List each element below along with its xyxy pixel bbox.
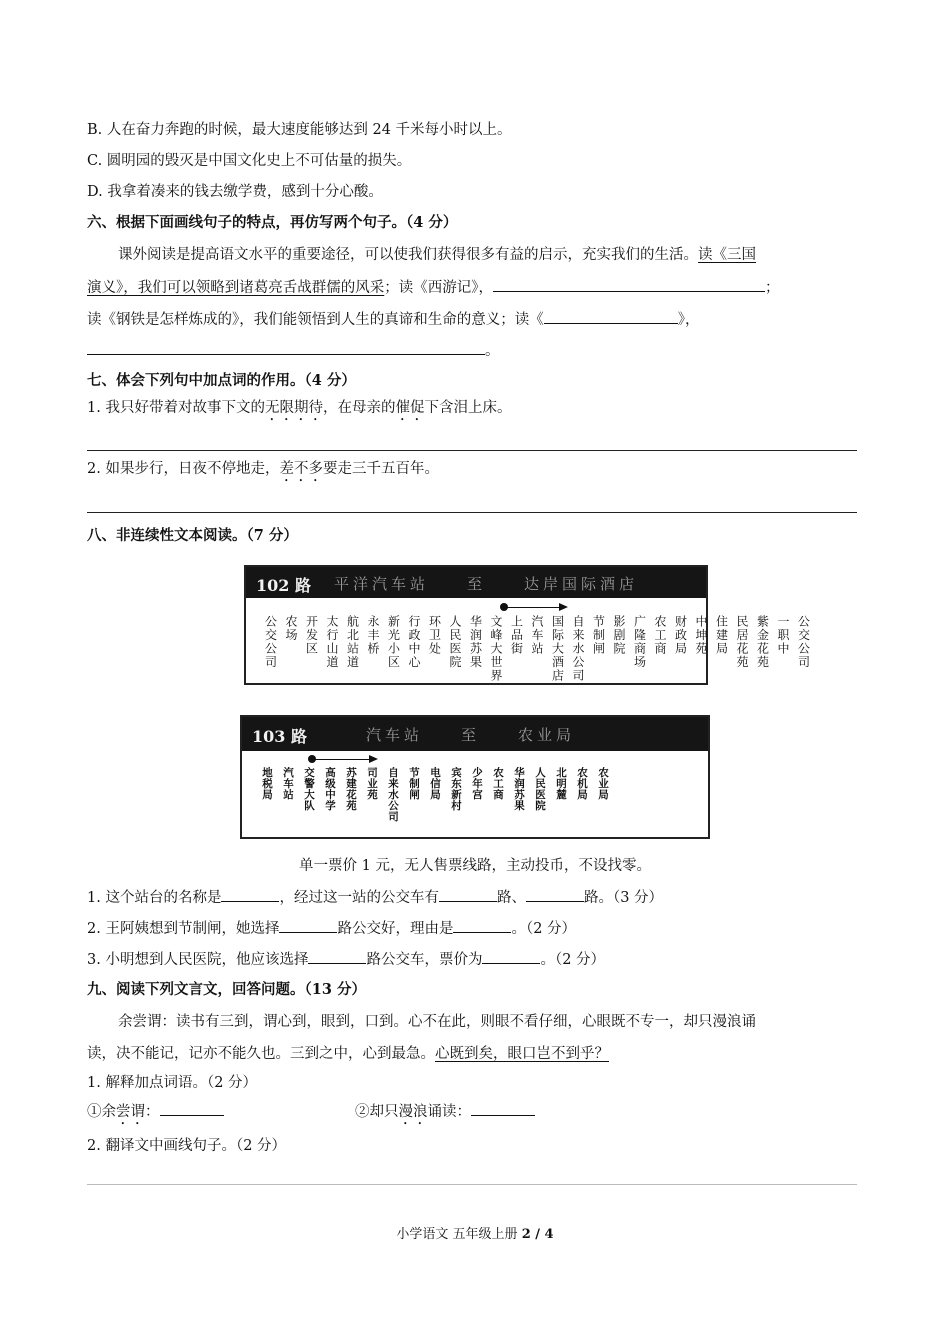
bus-station: 农工商	[653, 615, 667, 656]
bus-station: 永丰桥	[366, 615, 380, 656]
route-102-header	[246, 567, 706, 598]
bus-station: 地税局	[261, 767, 273, 800]
q6-paragraph-line1	[118, 245, 756, 265]
q9-word-2-blank[interactable]	[471, 1101, 535, 1116]
q7-title: 七、体会下列句中加点词的作用。（4 分）	[87, 372, 356, 389]
route-102-board	[244, 565, 811, 685]
q8-reason-blank[interactable]	[453, 918, 511, 933]
page-footer	[0, 1226, 950, 1244]
bus-station: 影剧院	[612, 615, 626, 656]
q7-answer-line-1[interactable]	[87, 450, 857, 451]
bus-station: 华润苏果	[468, 615, 483, 669]
q8-title: 八、非连续性文本阅读。（7 分）	[87, 527, 298, 544]
bus-station: 北明麓	[555, 767, 567, 800]
bus-station: 汽车站	[282, 767, 294, 800]
q7-dotted-word-3: 差不多	[279, 461, 323, 477]
q7-dotted-word-1: 无限期待	[264, 400, 323, 416]
bus-station: 新光小区	[386, 615, 401, 669]
bus-station: 少年宫	[471, 767, 483, 800]
bus-station: 节制闸	[408, 767, 420, 800]
fare-note: 单一票价 1 元，无人售票线路，主动投币，不设找零。	[299, 858, 651, 874]
q6-title: 六、根据下面画线句子的特点，再仿写两个句子。（4 分）	[87, 214, 458, 231]
bus-station: 国际大酒店	[550, 615, 565, 683]
option-c: C. 圆明园的毁灭是中国文化史上不可估量的损失。	[87, 153, 412, 169]
bus-station: 人民医院	[534, 767, 546, 811]
q6-underlined-sentence: 演义》，我们可以领略到诸葛亮舌战群儒的风采	[87, 280, 385, 296]
bus-station: 公交公司	[796, 615, 811, 669]
q7-sentence-2: 2. 如果步行，日夜不停地走，差不多要走三千五百年。	[87, 461, 439, 477]
footer-divider	[87, 1184, 857, 1185]
option-b: B. 人在奋力奔跑的时候，最大速度能够达到 24 千米每小时以上。	[87, 122, 512, 138]
q8-route-blank-3[interactable]	[308, 949, 366, 964]
bus-station: 农业局	[597, 767, 609, 800]
bus-station: 开发区	[304, 615, 319, 656]
bus-station: 农机局	[576, 767, 588, 800]
q9-underlined-sentence: 心既到矣，眼口岂不到乎？	[435, 1046, 609, 1062]
bus-station: 高级中学	[324, 767, 336, 811]
bus-station: 环卫处	[427, 615, 442, 656]
bus-station: 汽车站	[530, 615, 544, 656]
bus-station: 太行山道	[325, 615, 339, 669]
q8-route-choice-blank[interactable]	[279, 918, 337, 933]
q9-question-2: 2. 翻译文中画线句子。（2 分）	[87, 1138, 287, 1154]
bus-station: 广隆商场	[632, 615, 647, 669]
q9-title: 九、阅读下列文言文，回答问题。（13 分）	[87, 981, 366, 998]
route-102-station-list	[260, 615, 814, 683]
option-d: D. 我拿着凑来的钱去缴学费，感到十分心酸。	[87, 184, 383, 200]
q9-dotted-word-2: 漫浪	[398, 1104, 428, 1120]
bus-station: 紫金花苑	[755, 615, 770, 669]
route-103-station-list	[256, 767, 613, 822]
q6-book-blank[interactable]	[544, 309, 678, 324]
q8-route-blank-2[interactable]	[526, 887, 584, 902]
route-103-board	[240, 715, 710, 839]
q9-word-1: ①余尝谓：	[87, 1101, 224, 1128]
q7-dotted-word-2: 催促	[395, 400, 425, 416]
route-102-number: 102 路	[256, 576, 311, 595]
q6-answer-blank-1[interactable]	[493, 277, 765, 292]
bus-station: 上品街	[509, 615, 524, 656]
q8-question-3: 3. 小明想到人民医院，他应该选择 路公交车，票价为 。（2 分）	[87, 949, 605, 970]
bus-station: 苏建花苑	[345, 767, 357, 811]
q7-sentence-1: 1. 我只好带着对故事下文的无限期待，在母亲的催促下含泪上床。	[87, 400, 512, 416]
bus-station: 一职中	[776, 615, 790, 656]
bus-station: 自来水公司	[387, 767, 399, 822]
route-103-destination: 汽车站 至 农业局	[366, 726, 576, 744]
bus-station: 司业苑	[366, 767, 378, 800]
q6-paragraph-line2: 演义》，我们可以领略到诸葛亮舌战群儒的风采；读《西游记》， ；	[87, 277, 780, 298]
bus-station: 航北站道	[345, 615, 360, 669]
route-103-number: 103 路	[252, 727, 307, 746]
q6-answer-blank-2[interactable]	[87, 340, 485, 355]
q9-question-1: 1. 解释加点词语。（2 分）	[87, 1075, 258, 1091]
bus-station: 民居花苑	[735, 615, 749, 669]
bus-station: 农场	[284, 615, 298, 642]
bus-station: 交警大队	[303, 767, 315, 811]
route-102-destination: 平洋汽车站 至 达岸国际酒店	[334, 575, 639, 593]
bus-station: 农工商	[492, 767, 504, 800]
q8-question-1: 1. 这个站台的名称是 ，经过这一站的公交车有 路、 路。（3 分）	[87, 887, 663, 908]
q8-route-blank-1[interactable]	[439, 887, 497, 902]
q9-word-2: ②却只漫浪诵读：	[355, 1101, 535, 1128]
bus-station: 文峰大世界	[489, 615, 503, 683]
bus-station: 华润苏果	[513, 767, 525, 811]
bus-station: 行政中心	[407, 615, 421, 669]
bus-station: 住建局	[714, 615, 729, 656]
q6-text: 课外阅读是提高语文水平的重要途径，可以使我们获得很多有益的启示，充实我们的生活。	[118, 247, 698, 263]
route-103-header	[242, 717, 708, 751]
q6-paragraph-line4: 。	[87, 340, 500, 361]
bus-station: 财政局	[673, 615, 688, 656]
q9-passage-line1: 余尝谓：读书有三到，谓心到，眼到，口到。心不在此，则眼不看仔细，心眼既不专一，却只漫浪诵	[118, 1014, 756, 1030]
bus-station: 电信局	[429, 767, 441, 800]
bus-station: 人民医院	[448, 615, 462, 669]
q6-paragraph-line3: 读《钢铁是怎样炼成的》，我们能领悟到人生的真谛和生命的意义；读《 》，	[87, 309, 700, 330]
bus-station: 节制闸	[591, 615, 606, 656]
q8-fare-blank[interactable]	[482, 949, 540, 964]
bus-station: 宾东新村	[450, 767, 462, 811]
q7-answer-line-2[interactable]	[87, 512, 857, 513]
footer-page-number: 2 / 4	[521, 1227, 554, 1242]
route-102-direction-arrow	[504, 607, 560, 608]
bus-station: 自来水公司	[571, 615, 585, 683]
q9-dotted-word-1: 尝谓	[116, 1104, 145, 1120]
q6-underlined-start: 读《三国	[698, 247, 756, 263]
q8-question-2: 2. 王阿姨想到节制闸，她选择 路公交好，理由是 。（2 分）	[87, 918, 576, 939]
bus-station: 中坤苑	[694, 615, 708, 656]
bus-station: 公交公司	[263, 615, 278, 669]
q8-station-name-blank[interactable]	[221, 887, 279, 902]
q9-word-1-blank[interactable]	[160, 1101, 224, 1116]
q9-passage-line2: 读，决不能记，记亦不能久也。三到之中，心到最急。心既到矣，眼口岂不到乎？	[87, 1046, 609, 1062]
route-103-direction-arrow	[312, 759, 370, 760]
footer-subject: 小学语文 五年级上册	[396, 1227, 522, 1242]
